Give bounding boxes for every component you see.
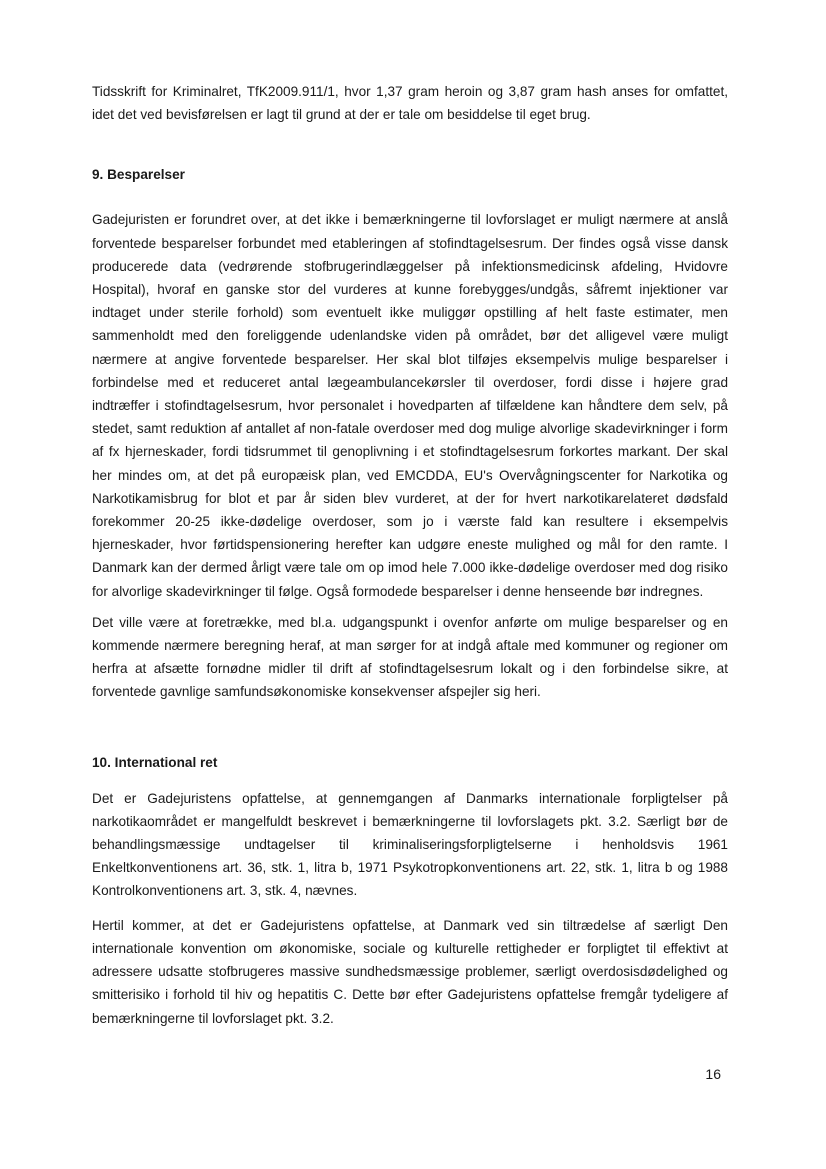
section-heading-international-ret: 10. International ret xyxy=(92,754,218,770)
besparelser-paragraph-2: Det ville være at foretrække, med bl.a. udgangspunkt i ovenfor anførte om mulige besparelser og en kommende nærmere beregning heraf, at man sørger for at indgå aftale med kommuner og regioner om herfra at afsætte fornødne midler til drift af stofindtagelsesrum lokalt og i den forbindelse sikre, at forventede gavnlige samfundsøkonomiske konsekvenser afspejler sig heri. xyxy=(92,614,728,700)
besparelser-paragraph-1: Gadejuristen er forundret over, at det ikke i bemærkningerne til lovforslaget er muligt nærmere at anslå forventede besparelser forbundet med etableringen af stofindtagelsesrum. Der findes også visse dansk producerede data (vedrørende stofbrugerindlæggelser på infektionsmedicinsk afdeling, Hvidovre Hospital), hvoraf en ganske stor del vurderes at kunne forebygges/undgås, såfremt injektioner var indtaget under sterile forhold) som eventuelt ikke muliggør opstilling af helt faste estimater, men sammenholdt med den foreliggende udenlandske viden på området, bør det alligevel være muligt nærmere at angive forventede besparelser. Her skal blot tilføjes eksempelvis mulige besparelser i forbindelse med et reduceret antal lægeambulancekørsler til overdoser, fordi disse i højere grad indtræffer i stofindtagelsesrum, hvor personalet i hovedparten af tilfældene kan håndtere dem selv, på stedet, samt reduktion af antallet af non-fatale overdoser med dog mulige alvorlige skadevirkninger i form af fx hjerneskader, fordi tidsrummet til genoplivning i et stofindtagelsesrum forkortes markant. Der skal her mindes om, at det på europæisk plan, ved EMCDDA, EU's Overvågningscenter for Narkotika og Narkotikamisbrug for blot et par år siden blev vurderet, at der for hvert narkotikarelateret dødsfald forekommer 20-25 ikke-dødelige overdoser, som jo i værste fald kan resultere i eksempelvis hjerneskader, hvor førtidspensionering herefter kan udgøre eneste mulighed og mål for den ramte. I Danmark kan der dermed årligt være tale om op imod hele 7.000 ikke-dødelige overdoser med dog risiko for alvorlige skadevirkninger til følge. Også formodede besparelser i denne henseende bør indregnes. xyxy=(92,212,728,599)
document-page xyxy=(92,74,728,1030)
international-ret-paragraph-2: Hertil kommer, at det er Gadejuristens opfattelse, at Danmark ved sin tiltrædelse af særligt Den internationale konvention om økonomiske, sociale og kulturelle rettigheder er forpligtet til effektivt at adressere udsatte stofbrugeres massive sundhedsmæssige problemer, særligt overdosisdødelighed og smitterisiko i forhold til hiv og hepatitis C. Dette bør efter Gadejuristens opfattelse fremgår tydeligere af bemærkningerne til lovforslaget pkt. 3.2. xyxy=(92,917,728,1026)
page-number: 16 xyxy=(705,1066,721,1082)
section-heading-besparelser: 9. Besparelser xyxy=(92,167,185,183)
intro-paragraph: Tidsskrift for Kriminalret, TfK2009.911/1, hvor 1,37 gram heroin og 3,87 gram hash anses for omfattet, idet det ved bevisførelsen er lagt til grund at der er tale om besiddelse til eget brug. xyxy=(92,84,728,123)
international-ret-paragraph-1: Det er Gadejuristens opfattelse, at gennemgangen af Danmarks internationale forpligtelser på narkotikaområdet er mangelfuldt beskrevet i bemærkningerne til lovforslagets pkt. 3.2. Særligt bør de behandlingsmæssige undtagelser til kriminaliseringsforpligtelserne i henholdsvis 1961 Enkeltkonventionens art. 36, stk. 1, litra b, 1971 Psykotropkonventionens art. 22, stk. 1, litra b og 1988 Kontrolkonventionens art. 3, stk. 4, nævnes. xyxy=(92,790,728,899)
